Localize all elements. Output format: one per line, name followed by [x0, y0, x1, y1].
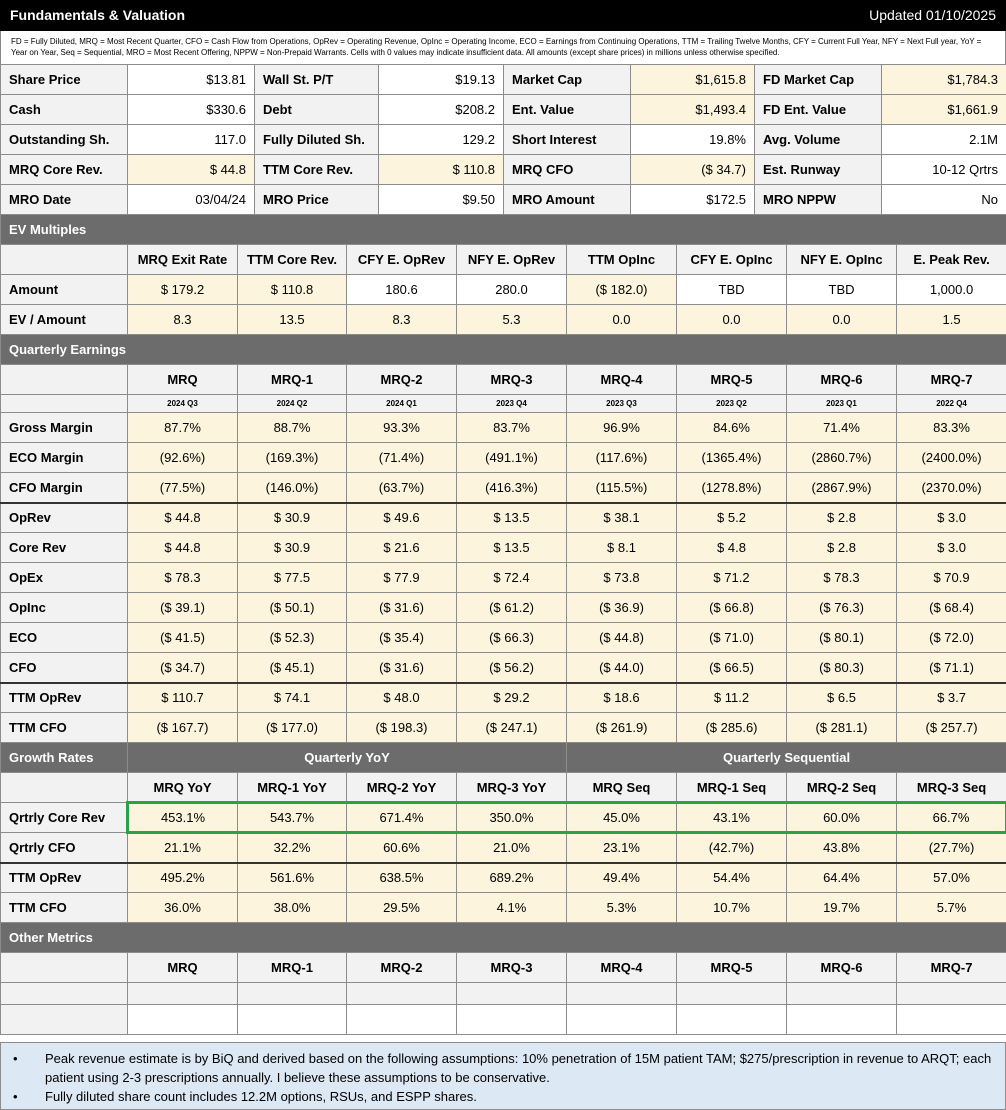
row-label: ECO Margin	[1, 443, 128, 473]
cell: $ 18.6	[567, 683, 677, 713]
cell: $ 49.6	[347, 503, 457, 533]
row-label: CFO Margin	[1, 473, 128, 503]
cell: $ 70.9	[897, 563, 1006, 593]
empty-cell	[238, 983, 347, 1005]
cell: 87.7%	[128, 413, 238, 443]
cell: TBD	[787, 275, 897, 305]
cell: ($ 31.6)	[347, 653, 457, 683]
cell: $ 44.8	[128, 503, 238, 533]
fund-value: 03/04/24	[128, 185, 255, 215]
table-row	[1, 683, 1006, 713]
cell: ($ 177.0)	[238, 713, 347, 743]
cell: (92.6%)	[128, 443, 238, 473]
empty-cell	[897, 983, 1006, 1005]
fund-value: $1,493.4	[631, 95, 755, 125]
period-label: 2024 Q3	[128, 395, 238, 413]
cell: $ 48.0	[347, 683, 457, 713]
cell: 19.7%	[787, 893, 897, 923]
fund-label: Est. Runway	[755, 155, 882, 185]
table-row	[1, 863, 1006, 893]
cell: 49.4%	[567, 863, 677, 893]
cell: $ 77.5	[238, 563, 347, 593]
cell: ($ 71.1)	[897, 653, 1006, 683]
cell: ($ 66.3)	[457, 623, 567, 653]
empty-cell	[677, 1005, 787, 1035]
cell: 71.4%	[787, 413, 897, 443]
highlighted-row	[1, 803, 1006, 833]
cell: 36.0%	[128, 893, 238, 923]
ev-multiples-header: EV Multiples	[1, 215, 1006, 245]
cell: 83.3%	[897, 413, 1006, 443]
cell: 84.6%	[677, 413, 787, 443]
cell: 495.2%	[128, 863, 238, 893]
cell: 1.5	[897, 305, 1006, 335]
empty-cell	[347, 983, 457, 1005]
col-header: MRQ-5	[677, 365, 787, 395]
cell: $ 38.1	[567, 503, 677, 533]
cell: 180.6	[347, 275, 457, 305]
cell: 13.5	[238, 305, 347, 335]
fund-label: Cash	[1, 95, 128, 125]
cell: 60.0%	[787, 803, 897, 833]
table-row	[1, 563, 1006, 593]
cell: ($ 285.6)	[677, 713, 787, 743]
col-header: MRQ-6	[787, 365, 897, 395]
cell: (416.3%)	[457, 473, 567, 503]
cell: $ 13.5	[457, 503, 567, 533]
fund-value: $208.2	[379, 95, 504, 125]
fund-value: 129.2	[379, 125, 504, 155]
fund-value: 19.8%	[631, 125, 755, 155]
table-row	[1, 473, 1006, 503]
cell: ($ 80.1)	[787, 623, 897, 653]
fund-label: MRO Price	[255, 185, 379, 215]
notes-box	[0, 1042, 1006, 1110]
fundamentals-table	[0, 64, 1006, 215]
cell: ($ 66.5)	[677, 653, 787, 683]
corner-cell	[1, 773, 128, 803]
cell: ($ 281.1)	[787, 713, 897, 743]
cell: ($ 257.7)	[897, 713, 1006, 743]
empty-cell	[347, 1005, 457, 1035]
fund-label: Outstanding Sh.	[1, 125, 128, 155]
row-label: TTM OpRev	[1, 683, 128, 713]
cell: 638.5%	[347, 863, 457, 893]
row-label: Gross Margin	[1, 413, 128, 443]
cell: (117.6%)	[567, 443, 677, 473]
empty-cell	[128, 1005, 238, 1035]
table-row	[1, 593, 1006, 623]
cell: ($ 61.2)	[457, 593, 567, 623]
fund-value: $172.5	[631, 185, 755, 215]
cell: (115.5%)	[567, 473, 677, 503]
cell: $ 2.8	[787, 533, 897, 563]
cell: $ 78.3	[787, 563, 897, 593]
col-header: MRQ-7	[897, 365, 1006, 395]
cell: 5.7%	[897, 893, 1006, 923]
cell: 8.3	[347, 305, 457, 335]
other-metrics-header: Other Metrics	[1, 923, 1006, 953]
col-header: MRQ YoY	[128, 773, 238, 803]
fund-label: MRO Amount	[504, 185, 631, 215]
cell: 23.1%	[567, 833, 677, 863]
cell: (2860.7%)	[787, 443, 897, 473]
empty-cell	[897, 1005, 1006, 1035]
cell: (2400.0%)	[897, 443, 1006, 473]
fundamentals-row	[1, 125, 1006, 155]
cell: 5.3	[457, 305, 567, 335]
table-row	[1, 305, 1006, 335]
fund-label: Market Cap	[504, 65, 631, 95]
col-header: MRQ-2 YoY	[347, 773, 457, 803]
col-header: MRQ-1 YoY	[238, 773, 347, 803]
cell: ($ 198.3)	[347, 713, 457, 743]
cell: 689.2%	[457, 863, 567, 893]
cell: ($ 56.2)	[457, 653, 567, 683]
empty-cell	[128, 983, 238, 1005]
col-header: TTM OpInc	[567, 245, 677, 275]
cell: 29.5%	[347, 893, 457, 923]
col-header: MRQ-2	[347, 953, 457, 983]
cell: (146.0%)	[238, 473, 347, 503]
row-label: Core Rev	[1, 533, 128, 563]
fund-value: $1,784.3	[882, 65, 1006, 95]
cell: 1,000.0	[897, 275, 1006, 305]
cell: 4.1%	[457, 893, 567, 923]
cell: 0.0	[787, 305, 897, 335]
cell: $ 30.9	[238, 533, 347, 563]
cell: 8.3	[128, 305, 238, 335]
col-header: TTM Core Rev.	[238, 245, 347, 275]
page-title: Fundamentals & Valuation	[10, 7, 186, 23]
fund-value: No	[882, 185, 1006, 215]
cell: $ 5.2	[677, 503, 787, 533]
col-header: MRQ	[128, 365, 238, 395]
period-label: 2023 Q2	[677, 395, 787, 413]
table-row	[1, 443, 1006, 473]
row-label: TTM CFO	[1, 713, 128, 743]
cell: ($ 39.1)	[128, 593, 238, 623]
row-label: ECO	[1, 623, 128, 653]
ev-multiples-section	[1, 215, 1006, 335]
fundamentals-row	[1, 185, 1006, 215]
fund-value: $1,661.9	[882, 95, 1006, 125]
cell: 66.7%	[897, 803, 1006, 833]
cell: ($ 31.6)	[347, 593, 457, 623]
cell: 453.1%	[128, 803, 238, 833]
empty-cell	[567, 1005, 677, 1035]
corner-cell	[1, 395, 128, 413]
cell: ($ 44.0)	[567, 653, 677, 683]
period-label: 2023 Q1	[787, 395, 897, 413]
cell: $ 8.1	[567, 533, 677, 563]
cell: $ 110.7	[128, 683, 238, 713]
col-header: MRQ-5	[677, 953, 787, 983]
table-row	[1, 503, 1006, 533]
table-row	[1, 833, 1006, 863]
yoy-group-header: Quarterly YoY	[128, 743, 567, 773]
updated-date: Updated 01/10/2025	[869, 7, 996, 23]
cell: ($ 44.8)	[567, 623, 677, 653]
corner-cell	[1, 365, 128, 395]
cell: ($ 66.8)	[677, 593, 787, 623]
col-header: MRQ Seq	[567, 773, 677, 803]
growth-rates-header: Growth Rates	[1, 743, 128, 773]
cell: ($ 36.9)	[567, 593, 677, 623]
fund-value: $13.81	[128, 65, 255, 95]
note-item: • Fully diluted share count includes 12.2M options, RSUs, and ESPP shares.	[11, 1087, 995, 1106]
col-header: MRQ-3 YoY	[457, 773, 567, 803]
cell: (1278.8%)	[677, 473, 787, 503]
cell: ($ 71.0)	[677, 623, 787, 653]
table-row	[1, 533, 1006, 563]
quarterly-earnings-header: Quarterly Earnings	[1, 335, 1006, 365]
fund-label: MRO Date	[1, 185, 128, 215]
fund-value: 10-12 Qrtrs	[882, 155, 1006, 185]
cell: $ 77.9	[347, 563, 457, 593]
col-header: MRQ-4	[567, 365, 677, 395]
table-row	[1, 653, 1006, 683]
cell: ($ 80.3)	[787, 653, 897, 683]
cell: $ 2.8	[787, 503, 897, 533]
period-label: 2023 Q4	[457, 395, 567, 413]
col-header: NFY E. OpInc	[787, 245, 897, 275]
period-label: 2024 Q2	[238, 395, 347, 413]
row-label: Qrtrly Core Rev	[1, 803, 128, 833]
cell: (2370.0%)	[897, 473, 1006, 503]
cell: $ 30.9	[238, 503, 347, 533]
period-label: 2024 Q1	[347, 395, 457, 413]
cell: 83.7%	[457, 413, 567, 443]
cell: $ 3.7	[897, 683, 1006, 713]
cell: ($ 182.0)	[567, 275, 677, 305]
col-header: CFY E. OpInc	[677, 245, 787, 275]
period-label: 2022 Q4	[897, 395, 1006, 413]
col-header: MRQ-3 Seq	[897, 773, 1006, 803]
col-header: MRQ-1 Seq	[677, 773, 787, 803]
cell: ($ 35.4)	[347, 623, 457, 653]
cell: $ 74.1	[238, 683, 347, 713]
cell: 57.0%	[897, 863, 1006, 893]
fund-label: Fully Diluted Sh.	[255, 125, 379, 155]
empty-cell	[457, 1005, 567, 1035]
fund-label: Wall St. P/T	[255, 65, 379, 95]
table-row	[1, 275, 1006, 305]
cell: 64.4%	[787, 863, 897, 893]
col-header: MRQ-3	[457, 953, 567, 983]
col-header: MRQ Exit Rate	[128, 245, 238, 275]
cell: 38.0%	[238, 893, 347, 923]
row-label: EV / Amount	[1, 305, 128, 335]
fund-label: MRQ Core Rev.	[1, 155, 128, 185]
cell: 96.9%	[567, 413, 677, 443]
fundamentals-row	[1, 65, 1006, 95]
col-header: MRQ-1	[238, 953, 347, 983]
fund-value: $9.50	[379, 185, 504, 215]
empty-cell	[457, 983, 567, 1005]
cell: 5.3%	[567, 893, 677, 923]
metrics-table	[0, 214, 1006, 1035]
fund-label: TTM Core Rev.	[255, 155, 379, 185]
row-label: Qrtrly CFO	[1, 833, 128, 863]
fund-value: $ 110.8	[379, 155, 504, 185]
fund-value: ($ 34.7)	[631, 155, 755, 185]
period-label: 2023 Q3	[567, 395, 677, 413]
row-label: TTM CFO	[1, 893, 128, 923]
col-header: E. Peak Rev.	[897, 245, 1006, 275]
row-label: OpEx	[1, 563, 128, 593]
cell: (169.3%)	[238, 443, 347, 473]
cell: (63.7%)	[347, 473, 457, 503]
cell: ($ 52.3)	[238, 623, 347, 653]
cell: (71.4%)	[347, 443, 457, 473]
fund-value: $ 44.8	[128, 155, 255, 185]
cell: $ 6.5	[787, 683, 897, 713]
col-header: MRQ-2	[347, 365, 457, 395]
cell: 54.4%	[677, 863, 787, 893]
cell: 21.0%	[457, 833, 567, 863]
note-item: • Peak revenue estimate is by BiQ and derived based on the following assumptions: 10% penetration of 15M patient TAM; $275/prescription in revenue to ARQT; each patient using 2-3 prescriptions annually. I believe these assumptions to be conservative.	[11, 1049, 995, 1087]
growth-rates-section	[1, 743, 1006, 923]
cell: $ 78.3	[128, 563, 238, 593]
col-header: MRQ	[128, 953, 238, 983]
other-metrics-section	[1, 923, 1006, 1035]
cell: $ 3.0	[897, 533, 1006, 563]
cell: ($ 76.3)	[787, 593, 897, 623]
cell: $ 44.8	[128, 533, 238, 563]
cell: 21.1%	[128, 833, 238, 863]
corner-cell	[1, 245, 128, 275]
empty-cell	[1, 983, 128, 1005]
cell: (2867.9%)	[787, 473, 897, 503]
cell: 88.7%	[238, 413, 347, 443]
row-label: CFO	[1, 653, 128, 683]
fund-value: $1,615.8	[631, 65, 755, 95]
cell: $ 72.4	[457, 563, 567, 593]
cell: 543.7%	[238, 803, 347, 833]
cell: 32.2%	[238, 833, 347, 863]
cell: ($ 247.1)	[457, 713, 567, 743]
fund-label: Avg. Volume	[755, 125, 882, 155]
cell: $ 21.6	[347, 533, 457, 563]
empty-cell	[238, 1005, 347, 1035]
cell: 561.6%	[238, 863, 347, 893]
cell: $ 73.8	[567, 563, 677, 593]
cell: 0.0	[677, 305, 787, 335]
row-label: OpInc	[1, 593, 128, 623]
cell: 45.0%	[567, 803, 677, 833]
cell: (491.1%)	[457, 443, 567, 473]
table-row	[1, 893, 1006, 923]
empty-row	[1, 983, 1006, 1005]
fund-label: FD Market Cap	[755, 65, 882, 95]
col-header: NFY E. OpRev	[457, 245, 567, 275]
table-row	[1, 713, 1006, 743]
cell: ($ 41.5)	[128, 623, 238, 653]
cell: (1365.4%)	[677, 443, 787, 473]
empty-row	[1, 1005, 1006, 1035]
row-label: TTM OpRev	[1, 863, 128, 893]
title-bar	[0, 0, 1006, 31]
cell: $ 29.2	[457, 683, 567, 713]
cell: ($ 68.4)	[897, 593, 1006, 623]
corner-cell	[1, 953, 128, 983]
fund-label: MRQ CFO	[504, 155, 631, 185]
cell: 350.0%	[457, 803, 567, 833]
quarterly-earnings-section	[1, 335, 1006, 743]
fundamentals-row	[1, 155, 1006, 185]
cell: ($ 261.9)	[567, 713, 677, 743]
empty-cell	[787, 983, 897, 1005]
empty-cell	[567, 983, 677, 1005]
seq-group-header: Quarterly Sequential	[567, 743, 1006, 773]
empty-cell	[1, 1005, 128, 1035]
cell: 0.0	[567, 305, 677, 335]
fund-label: Share Price	[1, 65, 128, 95]
fund-label: MRO NPPW	[755, 185, 882, 215]
fund-label: Short Interest	[504, 125, 631, 155]
col-header: MRQ-2 Seq	[787, 773, 897, 803]
row-label: OpRev	[1, 503, 128, 533]
cell: $ 71.2	[677, 563, 787, 593]
cell: 60.6%	[347, 833, 457, 863]
cell: $ 3.0	[897, 503, 1006, 533]
cell: (27.7%)	[897, 833, 1006, 863]
table-row	[1, 413, 1006, 443]
col-header: CFY E. OpRev	[347, 245, 457, 275]
empty-cell	[677, 983, 787, 1005]
cell: 43.1%	[677, 803, 787, 833]
fund-value: $330.6	[128, 95, 255, 125]
cell: $ 4.8	[677, 533, 787, 563]
cell: $ 13.5	[457, 533, 567, 563]
cell: 43.8%	[787, 833, 897, 863]
cell: TBD	[677, 275, 787, 305]
cell: (42.7%)	[677, 833, 787, 863]
cell: $ 11.2	[677, 683, 787, 713]
col-header: MRQ-3	[457, 365, 567, 395]
cell: $ 110.8	[238, 275, 347, 305]
fund-label: Ent. Value	[504, 95, 631, 125]
cell: ($ 45.1)	[238, 653, 347, 683]
fundamentals-row	[1, 95, 1006, 125]
cell: ($ 50.1)	[238, 593, 347, 623]
fund-value: $19.13	[379, 65, 504, 95]
cell: $ 179.2	[128, 275, 238, 305]
cell: ($ 72.0)	[897, 623, 1006, 653]
fund-label: FD Ent. Value	[755, 95, 882, 125]
table-row	[1, 623, 1006, 653]
cell: 10.7%	[677, 893, 787, 923]
cell: 671.4%	[347, 803, 457, 833]
fund-value: 117.0	[128, 125, 255, 155]
col-header: MRQ-6	[787, 953, 897, 983]
empty-cell	[787, 1005, 897, 1035]
cell: ($ 167.7)	[128, 713, 238, 743]
col-header: MRQ-7	[897, 953, 1006, 983]
cell: 280.0	[457, 275, 567, 305]
cell: ($ 34.7)	[128, 653, 238, 683]
cell: 93.3%	[347, 413, 457, 443]
fund-label: Debt	[255, 95, 379, 125]
abbreviation-legend: FD = Fully Diluted, MRQ = Most Recent Quarter, CFO = Cash Flow from Operations, OpRev = Operating Revenue, OpInc = Operating Income, ECO = Earnings from Continuing Operations, TTM = Trailing Twelve Months, CFY = Current Full Year, NFY = Next Full year, YoY = Year on Year, Seq = Sequential, MRO = Most Recent Offering, NPPW = Non-Prepaid Warrants. Cells with 0 values may indicate insufficient data. All amounts (except share prices) in millions unless otherwise specified.	[0, 31, 1006, 64]
row-label: Amount	[1, 275, 128, 305]
fund-value: 2.1M	[882, 125, 1006, 155]
col-header: MRQ-4	[567, 953, 677, 983]
cell: (77.5%)	[128, 473, 238, 503]
col-header: MRQ-1	[238, 365, 347, 395]
